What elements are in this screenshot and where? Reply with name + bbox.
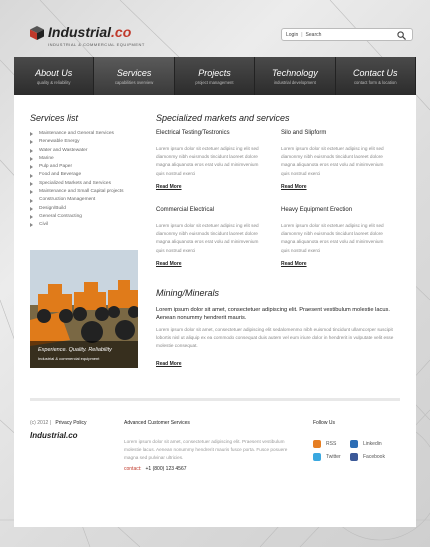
mining-body: Lorem ipsum dolor sit amet, consectetuer adipiscing elit sedalomenmo nibh euismod tincidunt ullamcorper suscipit lobortis nisl ut aliquip ex ea commodo consequat duis autem vel eum iriure dolor in hendrerit in vulputate velit esse molestie consequat. — [156, 327, 394, 349]
nav-projects[interactable]: Projects project management — [175, 57, 255, 95]
list-item[interactable]: Pulp and Paper — [30, 163, 124, 171]
follow-us-title: Follow Us — [313, 420, 335, 426]
social-linkedin[interactable]: Linkedin — [350, 440, 382, 448]
search-input[interactable]: Search — [305, 31, 322, 38]
page-title: Specialized markets and services — [156, 113, 290, 123]
search-icon[interactable] — [397, 31, 406, 40]
customer-services-title: Advanced Customer Services — [124, 420, 190, 426]
arrow-right-icon — [30, 157, 33, 161]
arrow-right-icon — [30, 190, 33, 194]
facebook-icon — [350, 453, 358, 461]
list-item[interactable]: Water and Wastewater — [30, 147, 124, 155]
arrow-right-icon — [30, 215, 33, 219]
customer-services-text: Lorem ipsum dolor sit amet, consectetuer adipiscing elit. Praesent vestibulum molestie lacus. Aenean nonummy hendrerit mauris fusce porta. Fusce posuere magna sed pulvinar ultricies. — [124, 439, 288, 460]
privacy-policy-link[interactable]: Privacy Policy — [55, 420, 87, 426]
nav-about-us[interactable]: About Us quality & reliability — [14, 57, 94, 95]
contact-phone: contact: +1 (800) 123 4567 — [124, 466, 187, 472]
read-more-link[interactable]: Read More — [156, 183, 182, 190]
arrow-right-icon — [30, 165, 33, 169]
arrow-right-icon — [30, 199, 33, 203]
social-facebook[interactable]: Facebook — [350, 453, 385, 461]
list-item[interactable]: Maintenance and Small Capital projects — [30, 188, 124, 196]
header-bar — [14, 18, 416, 56]
read-more-link[interactable]: Read More — [156, 260, 182, 267]
list-item[interactable]: Construction Management — [30, 196, 124, 204]
arrow-right-icon — [30, 182, 33, 186]
service-block-commercial-electrical: Commercial Electrical Lorem ipsum dolor sit ectetuer adipisc ing elit sed diamonmy nibh euismods tincidunt laoreet dolore magna aliquanota eros erat volu ad minimvenium quis nostrud exerci Read More — [156, 207, 266, 267]
list-item[interactable]: Food and Beverage — [30, 171, 124, 179]
read-more-link[interactable]: Read More — [281, 183, 307, 190]
logo[interactable] — [30, 24, 131, 40]
services-list — [30, 130, 124, 230]
twitter-icon — [313, 453, 321, 461]
arrow-right-icon — [30, 207, 33, 211]
list-item[interactable]: Specialized Markets and Services — [30, 180, 124, 188]
read-more-link[interactable]: Read More — [156, 361, 182, 367]
list-item[interactable]: Design/Build — [30, 205, 124, 213]
linkedin-icon — [350, 440, 358, 448]
nav-services[interactable]: Services capabilities overview — [94, 57, 174, 95]
arrow-right-icon — [30, 223, 33, 227]
nav-contact-us[interactable]: Contact Us contact form & location — [336, 57, 416, 95]
divider — [30, 398, 400, 401]
rss-icon — [313, 440, 321, 448]
list-item[interactable]: Civil — [30, 221, 124, 229]
copyright: (c) 2012 | Privacy Policy — [30, 420, 87, 426]
arrow-right-icon — [30, 140, 33, 144]
social-rss[interactable]: RSS — [313, 440, 336, 448]
brand-tagline: INDUSTRIAL & COMMERCIAL EQUIPMENT — [48, 42, 145, 47]
login-link[interactable]: Login — [286, 31, 299, 38]
list-item[interactable]: Renewable Energy — [30, 138, 124, 146]
service-block-silo: Silo and Slipform Lorem ipsum dolor sit ectetuer adipisc ing elit sed diamonmy nibh euismods tincidunt laoreet dolore magna aliquanota eros erat volu ad minimvenium quis nostrud exerci Read More — [281, 130, 391, 190]
cube-logo-icon — [30, 26, 44, 40]
services-list-title: Services list — [30, 113, 79, 123]
content-panel — [14, 95, 416, 527]
arrow-right-icon — [30, 174, 33, 178]
read-more-link[interactable]: Read More — [281, 260, 307, 267]
list-item[interactable]: Maintenance and General Services — [30, 130, 124, 138]
mining-title: Mining/Minerals — [156, 288, 220, 298]
brand-name: Industrial.co — [48, 24, 132, 40]
nav-technology[interactable]: Technology industrial development — [255, 57, 335, 95]
search-box[interactable]: Login | Search — [281, 28, 413, 41]
equipment-photo — [30, 250, 138, 368]
social-twitter[interactable]: Twitter — [313, 453, 341, 461]
arrow-right-icon — [30, 132, 33, 136]
main-nav — [14, 57, 416, 95]
arrow-right-icon — [30, 149, 33, 153]
mining-lead: Lorem ipsum dolor sit amet, consectetuer adipiscing elit. Praesent vestibulum molestie lacus. Aenean nonummy hendrerit mauris. — [156, 307, 390, 321]
footer-logo[interactable]: Industrial.co — [30, 431, 78, 440]
list-item[interactable]: Marine — [30, 155, 124, 163]
service-block-heavy-equipment: Heavy Equipment Erection Lorem ipsum dolor sit ectetuer adipisc ing elit sed diamonmy nibh euismods tincidunt laoreet dolore magna aliquanota eros erat volu ad minimvenium quis nostrud exerci Read More — [281, 207, 391, 267]
photo-caption: Experience. Quality. Reliability Industrial & commercial equipment — [30, 341, 138, 368]
service-block-electrical-testing: Electrical Testing/Testronics Lorem ipsum dolor sit ectetuer adipisc ing elit sed diamonmy nibh euismods tincidunt laoreet dolore magna aliquanota eros erat volu ad minimvenium quis nostrud exerci Read More — [156, 130, 266, 190]
list-item[interactable]: General Contracting — [30, 213, 124, 221]
